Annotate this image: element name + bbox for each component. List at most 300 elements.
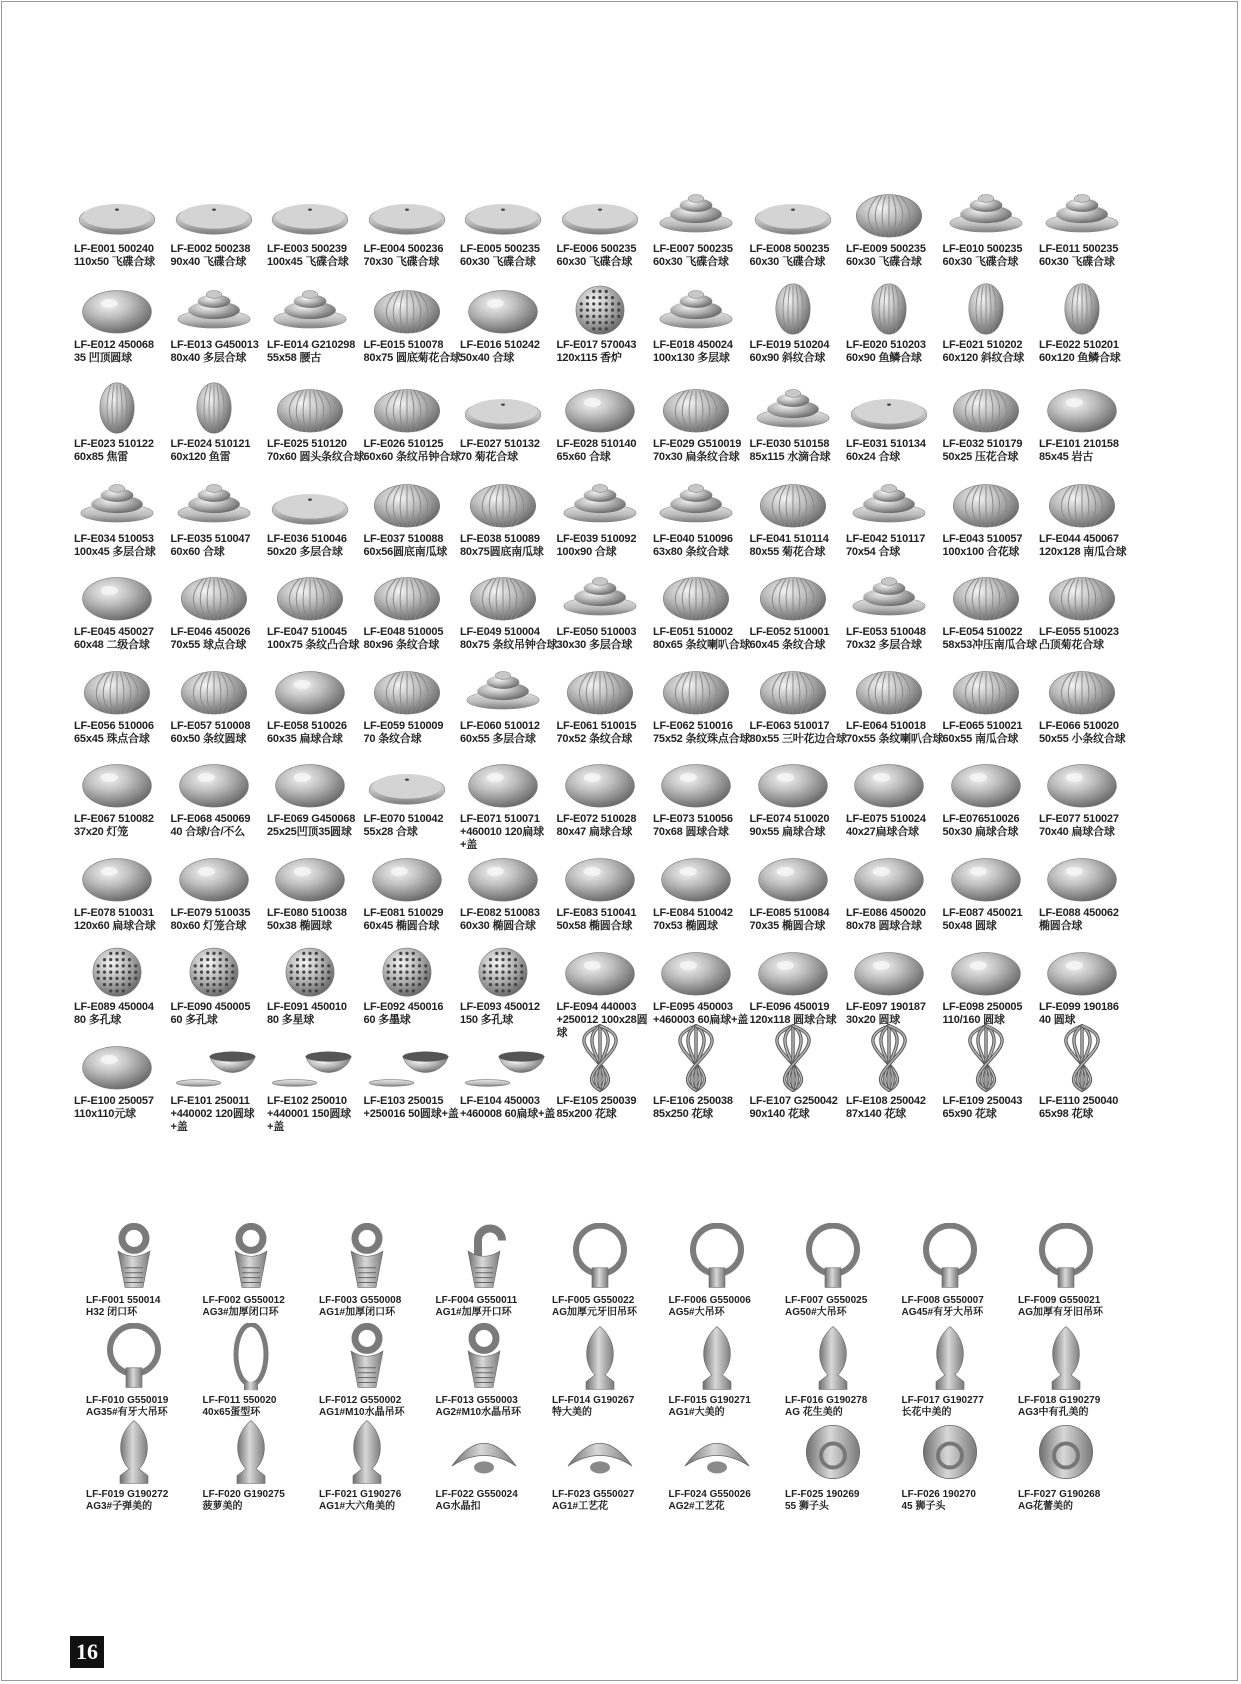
product-item xyxy=(943,755,1040,847)
fitting-item xyxy=(552,1223,669,1318)
product-description: 50x48 圆球 xyxy=(942,920,997,932)
product-code: LF-E005 500235 xyxy=(460,243,540,255)
product-description: 120x60 扁球合球 xyxy=(74,920,156,932)
product-description: 85x45 岩古 xyxy=(1039,451,1094,463)
product-item xyxy=(653,1037,750,1129)
product-code: LF-E059 510009 xyxy=(363,720,444,732)
product-item xyxy=(460,1037,557,1129)
product-item xyxy=(1039,943,1136,1035)
product-description: 80x60 灯笼合球 xyxy=(170,920,247,932)
product-photo xyxy=(557,281,643,337)
product-code: LF-E017 570043 xyxy=(556,339,637,351)
product-description: 100x75 条纹凸合球 xyxy=(267,639,360,651)
fitting-item xyxy=(319,1417,436,1512)
product-code: LF-E064 510018 xyxy=(846,720,926,732)
product-photo xyxy=(1039,475,1125,531)
fitting-item xyxy=(552,1323,669,1418)
product-description: 90x140 花球 xyxy=(749,1108,810,1120)
product-photo xyxy=(750,380,836,436)
product-photo xyxy=(943,380,1029,436)
fitting-photo xyxy=(910,1223,990,1293)
product-code: LF-E045 450027 xyxy=(74,626,154,638)
product-code: LF-E036 510046 xyxy=(267,533,347,545)
fitting-description: 40x65蛋型环 xyxy=(202,1407,261,1418)
product-code: LF-E086 450020 xyxy=(846,907,926,919)
product-item xyxy=(267,185,364,277)
parts-row xyxy=(74,185,1136,277)
product-code: LF-E043 510057 xyxy=(942,533,1023,545)
product-item xyxy=(460,943,557,1035)
product-photo xyxy=(74,755,160,811)
fitting-photo xyxy=(560,1323,640,1393)
product-item xyxy=(846,849,943,941)
fitting-photo xyxy=(327,1417,407,1487)
product-item xyxy=(171,281,268,373)
product-photo xyxy=(364,755,450,811)
product-description: 60x30 飞碟合球 xyxy=(749,256,826,268)
product-item xyxy=(943,662,1040,754)
product-item xyxy=(653,475,750,567)
product-photo xyxy=(1039,185,1125,241)
product-code: LF-E069 G450068 xyxy=(267,813,356,825)
product-photo xyxy=(460,849,546,905)
product-photo xyxy=(267,755,353,811)
product-description: 65x90 花球 xyxy=(942,1108,997,1120)
product-item xyxy=(943,1037,1040,1129)
product-item xyxy=(74,281,171,373)
product-photo xyxy=(943,185,1029,241)
product-description: 70x68 圆球合球 xyxy=(653,826,729,838)
product-photo xyxy=(750,755,836,811)
product-description: 70x32 多层合球 xyxy=(846,639,922,651)
product-code: LF-E011 500235 xyxy=(1039,243,1119,255)
fitting-description: AG花蕾美的 xyxy=(1018,1501,1073,1512)
product-description: 60x30 飞碟合球 xyxy=(653,256,729,268)
product-item xyxy=(74,662,171,754)
product-photo xyxy=(364,475,450,531)
product-item xyxy=(267,849,364,941)
parts-row xyxy=(74,380,1136,472)
fitting-photo xyxy=(1026,1417,1106,1487)
fitting-description: AG1#工艺花 xyxy=(552,1501,609,1512)
product-item xyxy=(364,662,461,754)
product-description: 70x40 扁球合球 xyxy=(1039,826,1115,838)
product-code: LF-E038 510089 xyxy=(460,533,540,545)
fitting-description: H32 闭口环 xyxy=(86,1307,138,1318)
product-description: 63x80 条纹合球 xyxy=(653,546,729,558)
product-item xyxy=(750,568,847,660)
product-description: 70x52 条纹合球 xyxy=(556,733,633,745)
product-code: LF-E050 510003 xyxy=(556,626,637,638)
product-item xyxy=(364,380,461,472)
product-code: LF-E103 250015 xyxy=(363,1095,444,1107)
product-photo xyxy=(74,568,160,624)
product-item xyxy=(460,568,557,660)
fitting-code: LF-F007 G550025 xyxy=(785,1295,868,1306)
product-code: LF-E089 450004 xyxy=(74,1001,154,1013)
parts-row xyxy=(74,475,1136,567)
fitting-code: LF-F021 G190276 xyxy=(319,1489,402,1500)
product-description: 40 圆球 xyxy=(1039,1014,1076,1026)
product-description: 55x58 腰古 xyxy=(267,352,322,364)
product-photo xyxy=(653,662,739,718)
product-description: 60x90 斜纹合球 xyxy=(749,352,826,364)
product-item xyxy=(170,1037,268,1133)
product-photo xyxy=(750,568,836,624)
product-photo xyxy=(846,568,932,624)
product-photo xyxy=(943,943,1029,999)
product-item xyxy=(364,1037,461,1129)
product-description: 100x130 多层球 xyxy=(653,352,730,364)
product-description: 60x85 焦雷 xyxy=(74,451,129,463)
fitting-code: LF-F004 G550011 xyxy=(435,1295,518,1306)
product-photo xyxy=(557,1023,643,1093)
fitting-description: AG1#加厚开口环 xyxy=(435,1307,512,1318)
product-photo xyxy=(74,662,160,718)
product-code: LF-E010 500235 xyxy=(942,243,1023,255)
product-item xyxy=(364,185,461,277)
product-item xyxy=(74,568,171,660)
product-item xyxy=(1039,849,1136,941)
product-code: LF-E018 450024 xyxy=(653,339,733,351)
product-code: LF-E101 250011 xyxy=(170,1095,250,1107)
fitting-item xyxy=(785,1417,902,1512)
product-item xyxy=(364,849,461,941)
product-item xyxy=(557,185,654,277)
product-description: 50x38 椭圆球 xyxy=(267,920,332,932)
product-item xyxy=(943,380,1040,472)
product-description: 120x115 香炉 xyxy=(556,352,622,364)
parts-row xyxy=(74,849,1136,941)
product-item xyxy=(846,475,943,567)
product-photo xyxy=(1039,943,1125,999)
product-item xyxy=(750,662,847,754)
product-code: LF-E065 510021 xyxy=(942,720,1023,732)
product-code: LF-E061 510015 xyxy=(556,720,637,732)
product-code: LF-E063 510017 xyxy=(749,720,830,732)
product-photo xyxy=(460,943,546,999)
product-description: 60x30 飞碟合球 xyxy=(846,256,922,268)
product-code: LF-E060 510012 xyxy=(460,720,540,732)
fitting-item xyxy=(436,1323,553,1418)
fitting-code: LF-F010 G550019 xyxy=(86,1395,169,1406)
product-item xyxy=(364,281,461,373)
product-item xyxy=(267,1037,364,1133)
product-photo xyxy=(74,475,160,531)
product-code: LF-E058 510026 xyxy=(267,720,347,732)
product-item xyxy=(557,1037,654,1129)
product-photo xyxy=(750,281,836,337)
fitting-code: LF-F005 G550022 xyxy=(552,1295,635,1306)
product-code: LF-E087 450021 xyxy=(942,907,1023,919)
fitting-item xyxy=(785,1323,902,1418)
product-photo xyxy=(557,568,643,624)
product-description: 凸顶菊花合球 xyxy=(1039,639,1104,651)
product-photo xyxy=(653,943,739,999)
product-item xyxy=(1039,281,1136,373)
fitting-item xyxy=(203,1323,320,1418)
fitting-description: 45 狮子头 xyxy=(901,1501,946,1512)
fitting-photo xyxy=(910,1417,990,1487)
fitting-item xyxy=(436,1223,553,1318)
product-photo xyxy=(943,281,1029,337)
product-description: 70x35 椭圆合球 xyxy=(749,920,826,932)
product-code: LF-E007 500235 xyxy=(653,243,733,255)
product-description: 60x60 条纹吊钟合球 xyxy=(363,451,461,463)
fitting-item xyxy=(902,1417,1019,1512)
product-photo xyxy=(171,849,257,905)
product-code: LF-E083 510041 xyxy=(556,907,637,919)
fitting-code: LF-F027 G190268 xyxy=(1018,1489,1101,1500)
product-code: LF-E031 510134 xyxy=(846,438,926,450)
product-photo xyxy=(943,568,1029,624)
parts-row xyxy=(74,568,1136,660)
product-code: LF-E034 510053 xyxy=(74,533,154,545)
product-code: LF-E051 510002 xyxy=(653,626,733,638)
fitting-item xyxy=(552,1417,669,1512)
product-code: LF-E002 500238 xyxy=(170,243,251,255)
product-photo xyxy=(460,1037,546,1093)
fitting-code: LF-F001 550014 xyxy=(86,1295,161,1306)
fitting-code: LF-F022 G550024 xyxy=(435,1489,518,1500)
product-photo xyxy=(653,849,739,905)
product-code: LF-E055 510023 xyxy=(1039,626,1119,638)
product-code: LF-E072 510028 xyxy=(556,813,637,825)
product-photo xyxy=(364,849,450,905)
fitting-item xyxy=(86,1223,203,1318)
product-photo xyxy=(846,755,932,811)
product-description: 60x56圆底南瓜球 xyxy=(363,546,448,558)
fitting-photo xyxy=(677,1323,757,1393)
product-description: 85x200 花球 xyxy=(556,1108,617,1120)
product-description: 80x65 条纹喇叭合球 xyxy=(653,639,751,651)
product-code: LF-E056 510006 xyxy=(74,720,154,732)
product-item xyxy=(557,281,654,373)
product-description: 60x30 飞碟合球 xyxy=(556,256,633,268)
product-photo xyxy=(1039,568,1125,624)
product-code: LF-E044 450067 xyxy=(1039,533,1119,545)
product-item xyxy=(943,849,1040,941)
product-item xyxy=(653,568,750,660)
product-description: 120x118 圆球合球 xyxy=(749,1014,837,1026)
product-photo xyxy=(460,281,546,337)
fitting-description: AG35#有牙大吊环 xyxy=(86,1407,168,1418)
fittings-row xyxy=(86,1223,1135,1318)
product-description: 100x90 合球 xyxy=(556,546,617,558)
product-description: 65x98 花球 xyxy=(1039,1108,1094,1120)
product-item xyxy=(846,755,943,847)
product-description: 100x100 合花球 xyxy=(942,546,1020,558)
product-code: LF-E095 450003 xyxy=(653,1001,733,1013)
product-photo xyxy=(364,380,450,436)
product-description: 60x55 多层合球 xyxy=(460,733,536,745)
product-photo xyxy=(267,1037,353,1093)
product-photo xyxy=(653,568,739,624)
product-photo xyxy=(557,662,643,718)
product-photo xyxy=(460,380,546,436)
product-code: LF-E009 500235 xyxy=(846,243,926,255)
product-code: LF-E101 210158 xyxy=(1039,438,1119,450)
product-photo xyxy=(74,380,160,436)
product-code: LF-E067 510082 xyxy=(74,813,154,825)
product-item xyxy=(267,475,364,567)
product-item xyxy=(750,281,847,373)
product-photo xyxy=(460,568,546,624)
product-code: LF-E074 510020 xyxy=(749,813,830,825)
product-item xyxy=(846,943,943,1035)
fitting-code: LF-F012 G550002 xyxy=(319,1395,402,1406)
product-photo xyxy=(171,185,257,241)
product-item xyxy=(750,380,847,472)
product-photo xyxy=(1039,1023,1125,1093)
product-item xyxy=(460,662,557,754)
product-item xyxy=(1039,1037,1136,1129)
fitting-code: LF-F006 G550006 xyxy=(668,1295,751,1306)
product-code: LF-E025 510120 xyxy=(267,438,347,450)
product-photo xyxy=(460,662,546,718)
product-description: 50x30 扁球合球 xyxy=(942,826,1019,838)
product-item xyxy=(1039,185,1136,277)
product-code: LF-E054 510022 xyxy=(942,626,1023,638)
product-code: LF-E084 510042 xyxy=(653,907,733,919)
fitting-code: LF-F016 G190278 xyxy=(785,1395,868,1406)
product-item xyxy=(171,380,268,472)
product-code: LF-E049 510004 xyxy=(460,626,540,638)
fitting-photo xyxy=(793,1223,873,1293)
fitting-photo xyxy=(560,1417,640,1487)
product-description: 60x35 扁球合球 xyxy=(267,733,343,745)
product-photo xyxy=(74,849,160,905)
product-photo xyxy=(750,662,836,718)
product-photo xyxy=(1039,380,1125,436)
fitting-photo xyxy=(793,1323,873,1393)
product-photo xyxy=(653,1023,739,1093)
fitting-description: AG45#有牙大吊环 xyxy=(901,1307,984,1318)
product-photo xyxy=(364,943,450,999)
product-photo xyxy=(267,943,353,999)
fitting-photo xyxy=(327,1323,407,1393)
product-code: LF-E092 450016 xyxy=(363,1001,444,1013)
product-photo xyxy=(750,1023,836,1093)
product-description: 25x25凹顶35圆球 xyxy=(267,826,352,838)
product-item xyxy=(846,185,943,277)
product-item xyxy=(557,380,654,472)
product-description: 90x55 扁球合球 xyxy=(749,826,826,838)
product-photo xyxy=(653,281,739,337)
product-photo xyxy=(750,943,836,999)
product-description: 80 多星球 xyxy=(267,1014,315,1026)
product-photo xyxy=(943,849,1029,905)
product-description: +460003 60扁球+盖 xyxy=(653,1014,749,1026)
product-item xyxy=(267,943,364,1035)
product-photo xyxy=(557,185,643,241)
product-description: 60x90 鱼鳞合球 xyxy=(846,352,922,364)
fitting-item xyxy=(902,1223,1019,1318)
page-number: 16 xyxy=(70,1636,104,1668)
product-item xyxy=(460,380,557,472)
parts-row xyxy=(74,755,1136,851)
product-photo xyxy=(1039,849,1125,905)
product-photo xyxy=(171,1037,257,1093)
product-item xyxy=(267,568,364,660)
product-photo xyxy=(74,281,160,337)
product-item xyxy=(556,943,654,1039)
product-description: 150 多孔球 xyxy=(460,1014,514,1026)
product-photo xyxy=(846,380,932,436)
product-item xyxy=(74,185,171,277)
product-item xyxy=(74,755,171,847)
product-code: LF-E107 G250042 xyxy=(749,1095,838,1107)
product-description: 50x40 合球 xyxy=(460,352,515,364)
fitting-item xyxy=(902,1323,1019,1418)
product-photo xyxy=(267,568,353,624)
product-description: 70 菊花合球 xyxy=(460,451,518,463)
fitting-item xyxy=(203,1417,320,1512)
fitting-code: LF-F011 550020 xyxy=(202,1395,277,1406)
fittings-row xyxy=(86,1417,1135,1512)
product-description: 90x40 飞碟合球 xyxy=(170,256,247,268)
product-description: 70x30 飞碟合球 xyxy=(363,256,440,268)
product-code: LF-E082 510083 xyxy=(460,907,540,919)
product-description: 60x120 斜纹合球 xyxy=(942,352,1025,364)
product-photo xyxy=(750,475,836,531)
product-description: 60 多墨球 xyxy=(363,1014,411,1026)
product-photo xyxy=(267,849,353,905)
fitting-item xyxy=(1018,1223,1135,1318)
product-item xyxy=(943,568,1040,660)
product-code: LF-E066 510020 xyxy=(1039,720,1119,732)
product-item xyxy=(74,380,171,472)
product-code: LF-E029 G510019 xyxy=(653,438,742,450)
fittings-row xyxy=(86,1323,1135,1418)
product-code: LF-E001 500240 xyxy=(74,243,154,255)
fitting-item xyxy=(319,1323,436,1418)
product-item xyxy=(846,662,943,754)
product-code: LF-E042 510117 xyxy=(846,533,926,545)
fitting-photo xyxy=(211,1223,291,1293)
fitting-code: LF-F003 G550008 xyxy=(319,1295,402,1306)
product-description: 40x27扁球合球 xyxy=(846,826,919,838)
product-code: LF-E108 250042 xyxy=(846,1095,926,1107)
fitting-photo xyxy=(677,1417,757,1487)
product-item xyxy=(1039,380,1136,472)
product-code: LF-E008 500235 xyxy=(749,243,830,255)
product-item xyxy=(750,943,847,1035)
product-photo xyxy=(364,568,450,624)
product-photo xyxy=(1039,281,1125,337)
fitting-code: LF-F023 G550027 xyxy=(552,1489,635,1500)
fitting-description: AG水晶扣 xyxy=(435,1501,481,1512)
product-item xyxy=(460,475,557,567)
product-code: LF-E088 450062 xyxy=(1039,907,1119,919)
product-description: 椭圆合球 xyxy=(1039,920,1083,932)
product-photo xyxy=(846,281,932,337)
product-photo xyxy=(364,281,450,337)
product-photo xyxy=(557,755,643,811)
product-description: 80 多孔球 xyxy=(74,1014,122,1026)
fitting-description: AG3#加厚闭口环 xyxy=(202,1307,279,1318)
product-item xyxy=(1039,662,1136,754)
product-code: LF-E062 510016 xyxy=(653,720,733,732)
product-photo xyxy=(846,475,932,531)
product-photo xyxy=(653,185,739,241)
product-code: LF-E047 510045 xyxy=(267,626,347,638)
product-description: 85x115 水滴合球 xyxy=(749,451,831,463)
product-item xyxy=(1039,475,1136,567)
product-description: 60x60 合球 xyxy=(170,546,225,558)
product-description: 60x55 南瓜合球 xyxy=(942,733,1019,745)
product-description: 65x60 合球 xyxy=(556,451,611,463)
